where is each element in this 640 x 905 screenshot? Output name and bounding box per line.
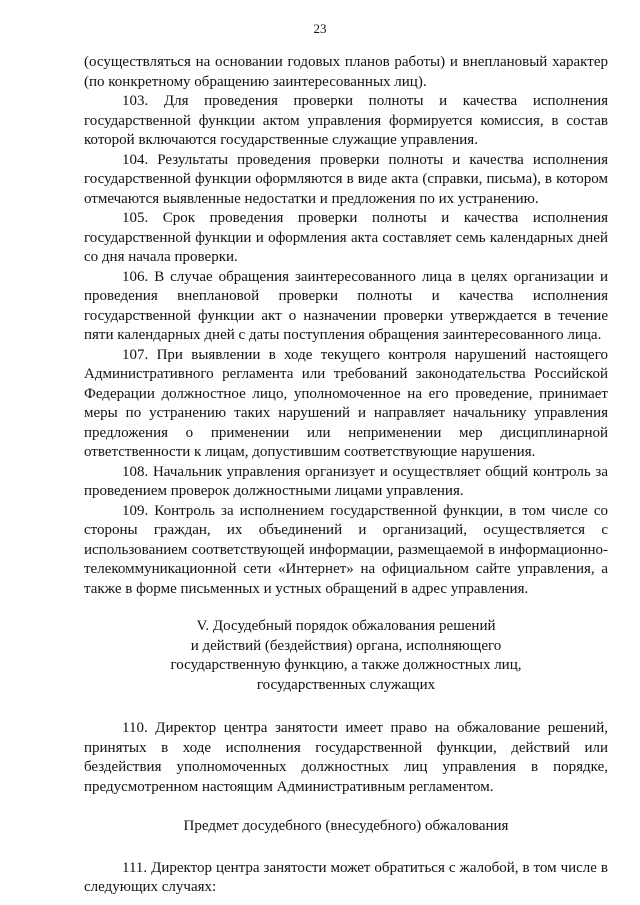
paragraph-107: 107. При выявлении в ходе текущего контроля нарушений настоящего Административного регламента или требований законодательства Российской Федерации должностное лицо, уполномоченное на его проведение, принимает меры по устранению таких нарушений и направляет начальнику управления предложения о применении или неприменении мер дисциплинарной ответственности к лицам, допустившим соответствующие нарушения.	[84, 346, 608, 460]
paragraph-104: 104. Результаты проведения проверки полноты и качества исполнения государственной функции оформляются в виде акта (справки, письма), в котором отмечаются выявленные недостатки и предложения по их устранению.	[84, 151, 608, 207]
section-heading	[84, 617, 608, 695]
paragraph-102-continuation: (осуществляться на основании годовых планов работы) и внеплановый характер (по конкретному обращению заинтересованных лиц).	[84, 54, 608, 90]
paragraph-108: 108. Начальник управления организует и осуществляет общий контроль за проведением проверок должностными лицами управления.	[84, 463, 608, 499]
section-heading-line: государственную функцию, а также должностных лиц,	[170, 657, 522, 673]
section-heading-line: и действий (бездействия) органа, исполняющего	[190, 637, 502, 654]
document-body	[84, 53, 608, 898]
page-number: 23	[313, 21, 327, 36]
paragraph-109: 109. Контроль за исполнением государственной функции, в том числе со стороны граждан, их объединений и организаций, осуществляется с использованием соответствующей информации, размещаемой в информационно-телекоммуникационной сети «Интернет» на официальном сайте управления, а также в форме письменных и устных обращений в адрес управления.	[84, 502, 608, 597]
paragraph-111: 111. Директор центра занятости может обратиться с жалобой, в том числе в следующих случаях:	[84, 859, 608, 895]
paragraph-106: 106. В случае обращения заинтересованного лица в целях организации и проведения внеплановой проверки полноты и качества исполнения государственной функции акт о назначении проверки утверждается в течение пяти календарных дней с даты поступления обращения заинтересованного лица.	[84, 268, 608, 343]
section-heading-line: V. Досудебный порядок обжалования решений	[196, 618, 496, 634]
paragraph-103: 103. Для проведения проверки полноты и качества исполнения государственной функции актом управления формируется комиссия, в состав которой включаются государственные служащие управления.	[84, 93, 608, 148]
section-heading-line: государственных служащих	[256, 676, 436, 693]
paragraph-105: 105. Срок проведения проверки полноты и качества исполнения государственной функции и оформления акта составляет семь календарных дней со дня начала проверки.	[84, 210, 608, 265]
subheading: Предмет досудебного (внесудебного) обжалования	[183, 818, 509, 834]
paragraph-110: 110. Директор центра занятости имеет право на обжалование решений, принятых в ходе исполнения государственной функции, действий или бездействия уполномоченных должностных лиц управления в порядке, предусмотренном настоящим Административным регламентом.	[84, 720, 608, 795]
